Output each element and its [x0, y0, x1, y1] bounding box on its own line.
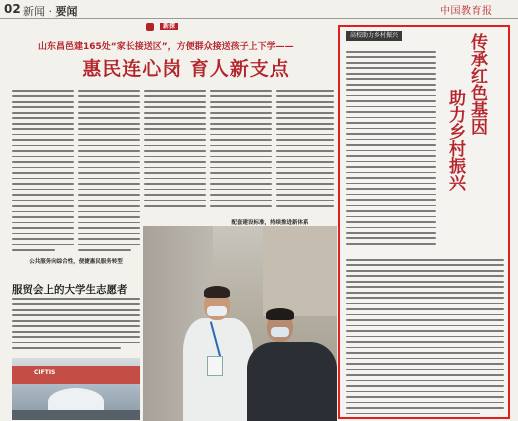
second-article-body: [12, 298, 140, 353]
section-name: 新闻 · 要闻: [23, 5, 78, 18]
lead-column-4: [210, 90, 272, 211]
feature-headline-part2: 助力乡村振兴: [445, 89, 465, 191]
article-tag: 新探: [146, 21, 182, 33]
lead-subsection-title-2: 配套建设标准，持续推进新体系: [231, 220, 309, 226]
feature-column-1: [346, 51, 436, 248]
feature-column-tag: 高校助力乡村振兴: [346, 31, 402, 41]
section-number: 02: [4, 2, 21, 16]
parking-service-photo: [143, 226, 337, 421]
masthead-logo: 中国教育报: [440, 6, 493, 17]
volunteer-photo: [12, 358, 140, 420]
lead-subheadline: 山东昌邑建165处“家长接送区”，方便群众接送孩子上下学——: [38, 42, 294, 52]
lead-column-3: [144, 90, 206, 211]
featured-article-box[interactable]: [338, 25, 510, 419]
second-article-headline: 服贸会上的大学生志愿者: [12, 284, 128, 296]
lead-headline: 惠民连心岗 育人新支点: [82, 58, 290, 80]
page-header: [0, 0, 518, 19]
lead-column-1: [12, 90, 74, 255]
lead-subsection-title-1: 公共服务向综合性，便捷惠民服务转型: [29, 259, 123, 265]
feature-column-2: [346, 259, 504, 418]
feature-headline-part1: 传承红色基因: [467, 33, 487, 135]
lead-column-2: [78, 90, 140, 255]
photo-banner-text: CIFTIS: [34, 369, 56, 376]
lead-column-5: [276, 90, 334, 211]
